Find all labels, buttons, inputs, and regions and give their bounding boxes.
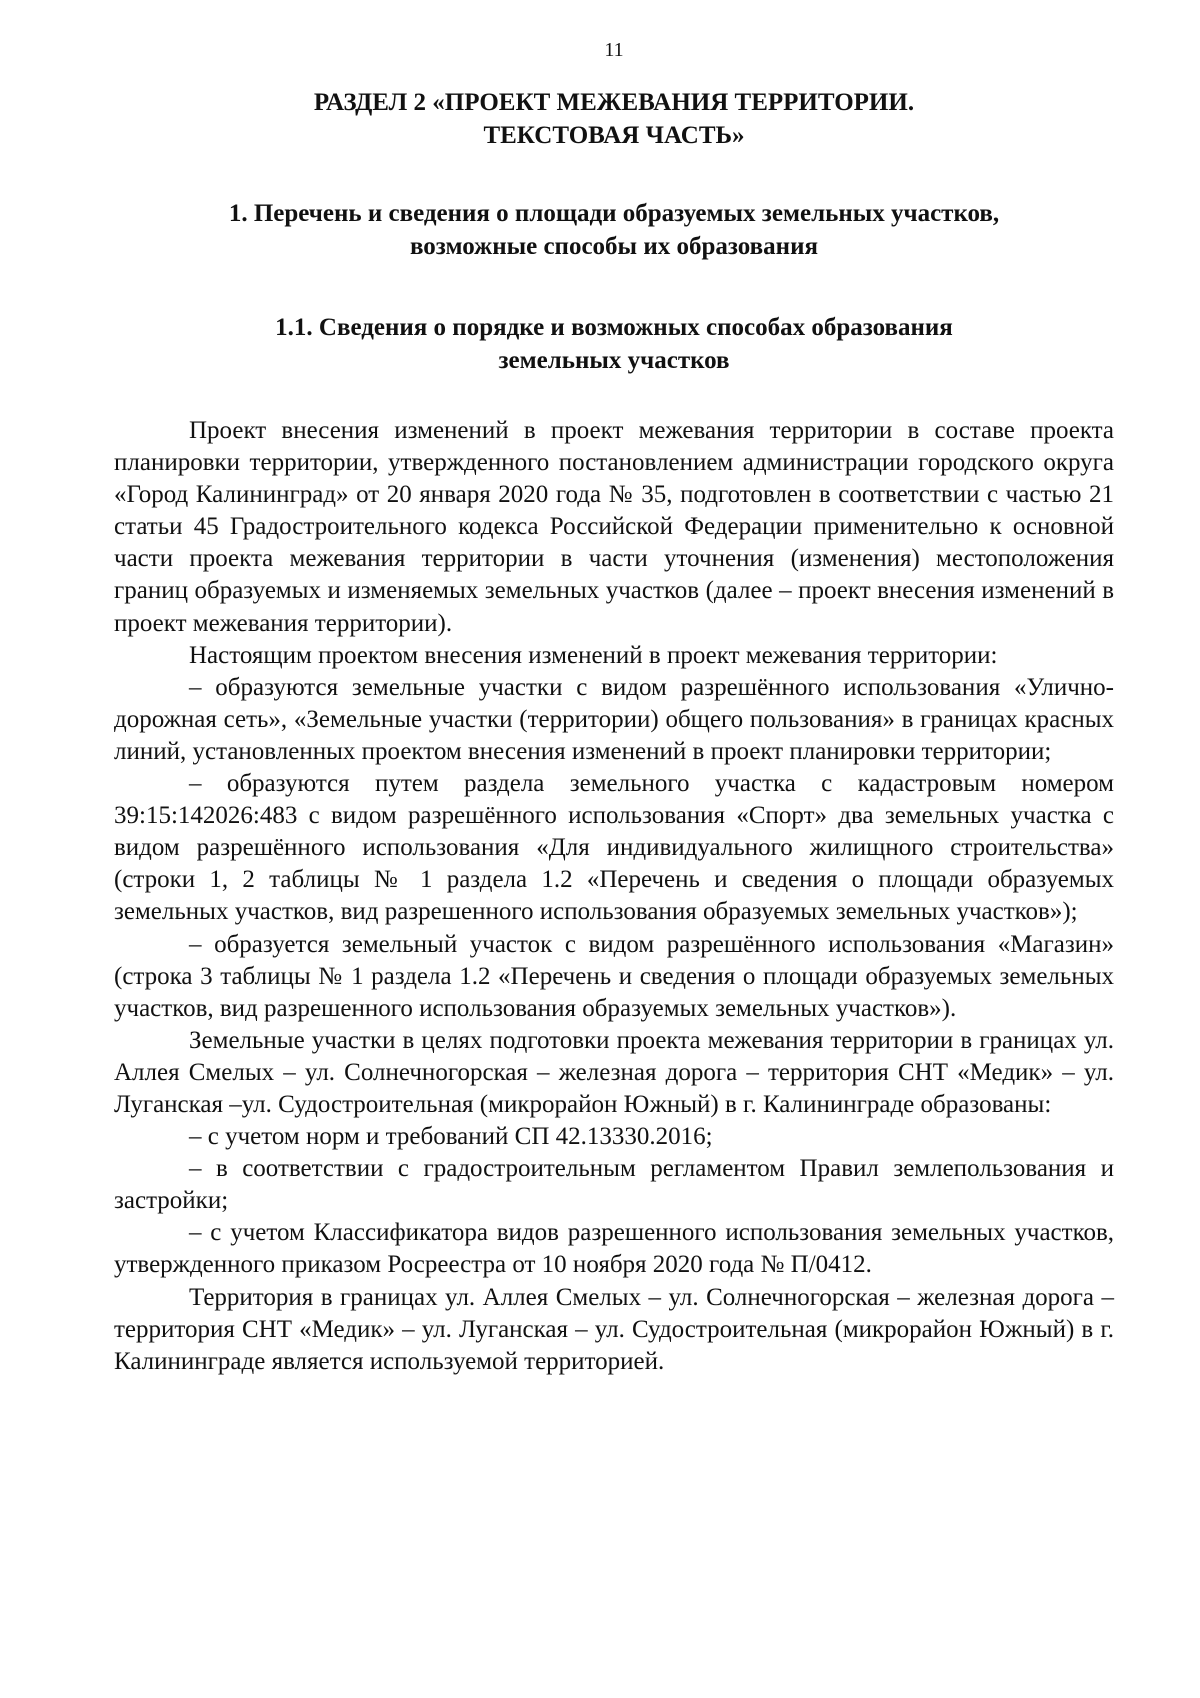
- document-page: [114, 38, 1114, 1378]
- paragraph-territory: Территория в границах ул. Аллея Смелых – ул. Солнечногорская – железная дорога – территория СНТ «Медик» – ул. Луганская – ул. Судостроительная (микрорайон Южный) в г. Калининграде является используемой территорией.: [114, 1283, 1114, 1375]
- section-title-line-2: ТЕКСТОВАЯ ЧАСТЬ»: [483, 122, 745, 149]
- body-text: [114, 415, 1114, 1378]
- section-title-line-1: РАЗДЕЛ 2 «ПРОЕКТ МЕЖЕВАНИЯ ТЕРРИТОРИИ.: [313, 89, 915, 116]
- heading-1-1-line-1: 1.1. Сведения о порядке и возможных способах образования: [275, 314, 953, 341]
- heading-1-1: [114, 311, 1114, 377]
- heading-1: [114, 197, 1114, 263]
- list-item-classifier: – с учетом Классификатора видов разрешенного использования земельных участков, утвержденного приказом Росреестра от 10 ноября 2020 года № П/0412.: [114, 1219, 1114, 1279]
- paragraph-formation: Земельные участки в целях подготовки проекта межевания территории в границах ул. Аллея Смелых – ул. Солнечногорская – железная дорога – территория СНТ «Медик» – ул. Луганская –ул. Судостроительная (микрорайон Южный) в г. Калининграде образованы:: [114, 1026, 1114, 1118]
- list-item-sp-norms: – с учетом норм и требований СП 42.13330.2016;: [189, 1123, 713, 1151]
- list-item-regulations: – в соответствии с градостроительным регламентом Правил землепользования и застройки;: [114, 1155, 1114, 1215]
- list-item-division: – образуются путем раздела земельного участка с кадастровым номером 39:15:142026:483 с видом разрешённого использования «Спорт» два земельных участка с видом разрешённого использования «Для индивидуального жилищного строительства» (строки 1, 2 таблицы № 1 раздела 1.2 «Перечень и сведения о площади образуемых земельных участков, вид разрешенного использования образуемых земельных участков»);: [114, 770, 1114, 926]
- list-item-street-network: – образуются земельные участки с видом разрешённого использования «Улично-дорожная сеть», «Земельные участки (территории) общего пользования» в границах красных линий, установленных проектом внесения изменений в проект планировки территории;: [114, 673, 1114, 765]
- section-title: [114, 86, 1114, 152]
- paragraph-intro: Проект внесения изменений в проект межевания территории в составе проекта планировки территории, утвержденного постановлением администрации городского округа «Город Калининград» от 20 января 2020 года № 35, подготовлен в соответствии с частью 21 статьи 45 Градостроительного кодекса Российской Федерации применительно к основной части проекта межевания территории в части уточнения (изменения) местоположения границ образуемых и изменяемых земельных участков (далее – проект внесения изменений в проект межевания территории).: [114, 417, 1114, 637]
- heading-1-1-line-2: земельных участков: [498, 347, 730, 374]
- heading-1-line-1: 1. Перечень и сведения о площади образуемых земельных участков,: [228, 200, 1000, 227]
- list-item-shop: – образуется земельный участок с видом разрешённого использования «Магазин» (строка 3 таблицы № 1 раздела 1.2 «Перечень и сведения о площади образуемых земельных участков, вид разрешенного использования образуемых земельных участков»).: [114, 930, 1114, 1022]
- page-number: 11: [604, 39, 624, 61]
- heading-1-line-2: возможные способы их образования: [409, 233, 819, 260]
- paragraph-list-lead: Настоящим проектом внесения изменений в проект межевания территории:: [189, 641, 998, 669]
